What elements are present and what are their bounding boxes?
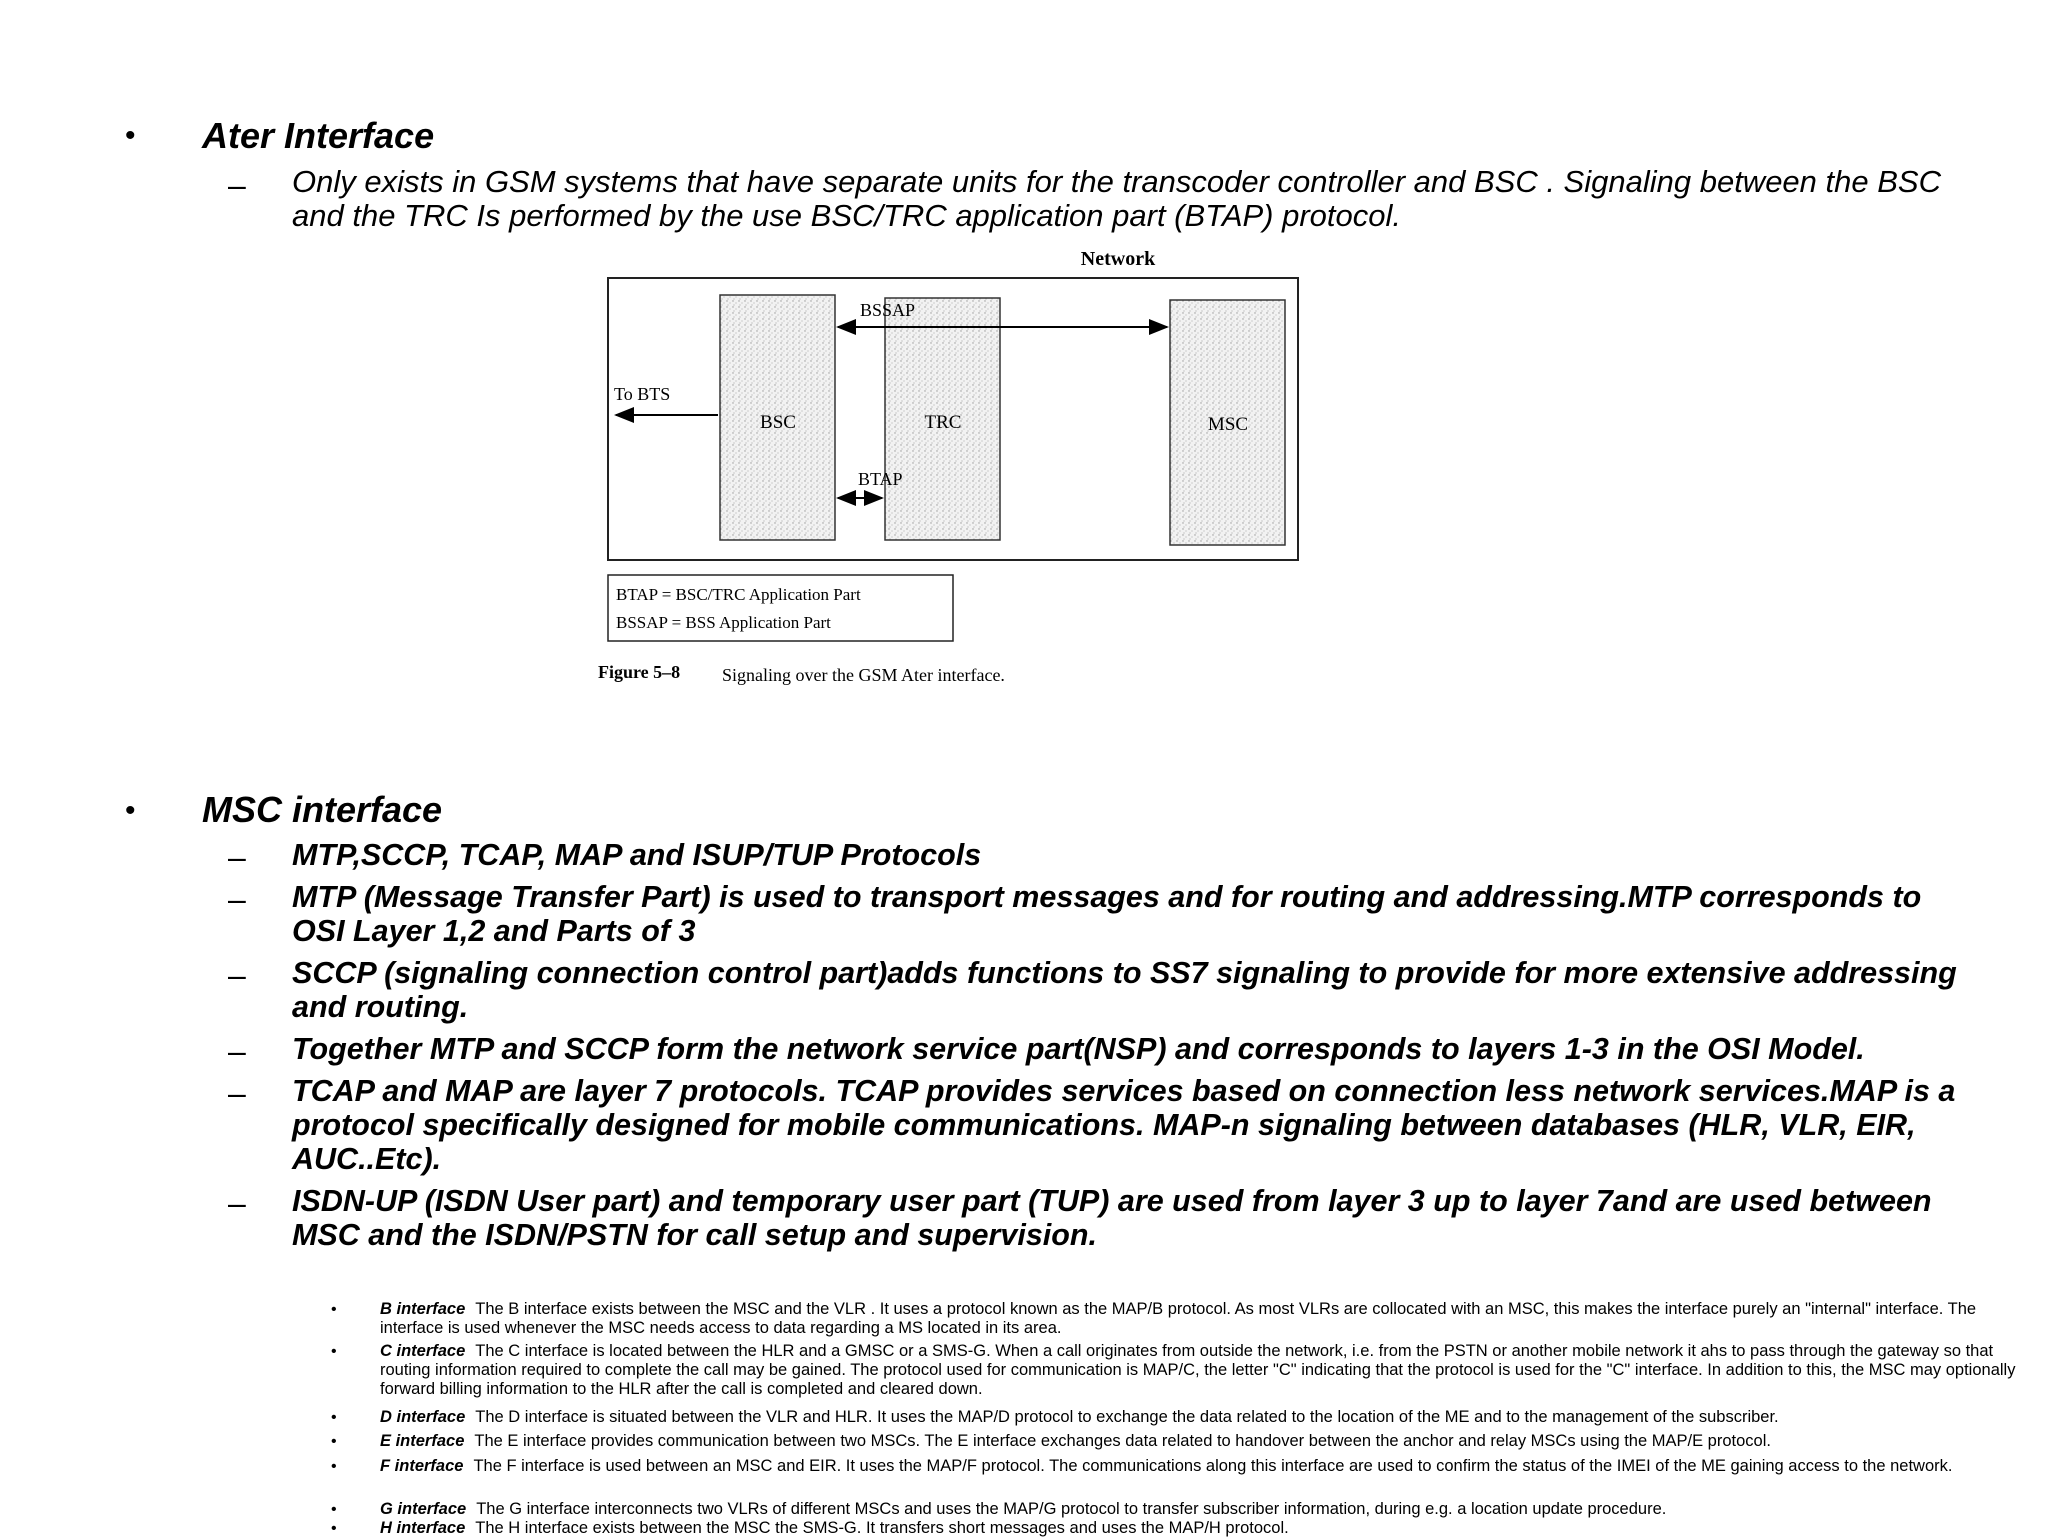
b-interface-item xyxy=(380,1300,2040,1338)
ater-description: Only exists in GSM systems that have separate units for the transcoder controller and BSC . Signaling between the BSC and the TRC Is performed by the use BSC/TRC application part (BTAP) protocol. xyxy=(292,164,1941,233)
e-interface-label: E interface xyxy=(380,1432,465,1450)
to-bts-label: To BTS xyxy=(614,384,671,404)
ater-dash: – xyxy=(228,167,246,203)
f-interface-bullet: • xyxy=(331,1458,337,1475)
e-interface-item xyxy=(380,1432,2040,1451)
c-interface-item xyxy=(380,1342,2040,1399)
ater-signaling-diagram xyxy=(600,240,1550,700)
b-interface-text: The B interface exists between the MSC and the VLR . It uses a protocol known as the MAP/B protocol. As most VLRs are collocated with an MSC, this makes the interface purely an "internal" interface. The interface is used whenever the MSC needs access to data regarding a MS located in its area. xyxy=(380,1300,1977,1337)
msc-item-protocols: MTP,SCCP, TCAP, MAP and ISUP/TUP Protocols xyxy=(292,838,982,872)
msc-label: MSC xyxy=(1207,414,1249,435)
msc-item-tcap-map: TCAP and MAP are layer 7 protocols. TCAP provides services based on connection less network services.MAP is a protocol specifically designed for mobile communications. MAP-n signaling between databases (HLR, VLR, EIR, AUC..Etc). xyxy=(292,1074,1956,1176)
g-interface-bullet: • xyxy=(331,1501,337,1518)
msc-dash-2: – xyxy=(228,881,246,917)
ater-figure xyxy=(600,240,1550,700)
msc-dash-5: – xyxy=(228,1075,246,1111)
e-interface-bullet: • xyxy=(331,1433,337,1450)
f-interface-item xyxy=(380,1457,2040,1476)
msc-dash-4: – xyxy=(228,1033,246,1069)
msc-bullet: • xyxy=(125,794,136,827)
d-interface-bullet: • xyxy=(331,1409,337,1426)
g-interface-text: The G interface interconnects two VLRs of different MSCs and uses the MAP/G protocol to transfer subscriber information, during e.g. a location update procedure. xyxy=(476,1500,1667,1518)
msc-dash-6: – xyxy=(228,1185,246,1221)
bsc-label: BSC xyxy=(760,412,796,433)
d-interface-item xyxy=(380,1408,2040,1427)
btap-label: BTAP xyxy=(858,469,903,489)
f-interface-text: The F interface is used between an MSC and EIR. It uses the MAP/F protocol. The communications along this interface are used to confirm the status of the IMEI of the ME gaining access to the network. xyxy=(473,1457,1953,1475)
ater-heading: Ater Interface xyxy=(202,115,435,156)
trc-label: TRC xyxy=(924,412,962,433)
msc-heading: MSC interface xyxy=(202,789,443,830)
msc-dash-3: – xyxy=(228,957,246,993)
h-interface-bullet: • xyxy=(331,1520,337,1537)
h-interface-text: The H interface exists between the MSC the SMS-G. It transfers short messages and uses the MAP/H protocol. xyxy=(475,1519,1289,1537)
b-interface-label: B interface xyxy=(380,1300,466,1318)
msc-item-isdn-up: ISDN-UP (ISDN User part) and temporary user part (TUP) are used from layer 3 up to layer 7and are used between MSC and the ISDN/PSTN for call setup and supervision. xyxy=(292,1184,1932,1252)
msc-item-nsp: Together MTP and SCCP form the network service part(NSP) and corresponds to layers 1-3 in the OSI Model. xyxy=(292,1032,1865,1066)
bssap-label: BSSAP xyxy=(860,300,916,320)
msc-item-mtp: MTP (Message Transfer Part) is used to transport messages and for routing and addressing.MTP corresponds to OSI Layer 1,2 and Parts of 3 xyxy=(292,880,1922,948)
c-interface-text: The C interface is located between the HLR and a GMSC or a SMS-G. When a call originates from outside the network, i.e. from the PSTN or another mobile network it ahs to pass through the gateway so that routing information required to complete the call may be gained. The protocol used for communication is MAP/C, the letter "C" indicating that the protocol is used for the "C" interface. In addition to this, the MSC may optionally forward billing information to the HLR after the call is completed and cleared down. xyxy=(380,1342,2016,1398)
legend-btap: BTAP = BSC/TRC Application Part xyxy=(616,585,861,604)
f-interface-label: F interface xyxy=(380,1457,464,1475)
figure-number: Figure 5–8 xyxy=(598,662,681,682)
msc-item-sccp: SCCP (signaling connection control part)adds functions to SS7 signaling to provide for more extensive addressing and routing. xyxy=(292,956,1957,1024)
b-interface-bullet: • xyxy=(331,1301,337,1318)
c-interface-bullet: • xyxy=(331,1343,337,1360)
figure-caption: Signaling over the GSM Ater interface. xyxy=(722,665,1005,685)
ater-bullet: • xyxy=(125,119,136,152)
d-interface-label: D interface xyxy=(380,1408,466,1426)
d-interface-text: The D interface is situated between the VLR and HLR. It uses the MAP/D protocol to exchange the data related to the location of the ME and to the management of the subscriber. xyxy=(475,1408,1779,1426)
h-interface-label: H interface xyxy=(380,1519,466,1537)
legend-bssap: BSSAP = BSS Application Part xyxy=(616,613,831,632)
msc-dash-1: – xyxy=(228,839,246,875)
c-interface-label: C interface xyxy=(380,1342,466,1360)
network-label: Network xyxy=(1080,248,1156,270)
g-interface-item xyxy=(380,1500,2040,1519)
g-interface-label: G interface xyxy=(380,1500,467,1518)
h-interface-item xyxy=(380,1519,2040,1538)
e-interface-text: The E interface provides communication between two MSCs. The E interface exchanges data related to handover between the anchor and relay MSCs using the MAP/E protocol. xyxy=(474,1432,1771,1450)
